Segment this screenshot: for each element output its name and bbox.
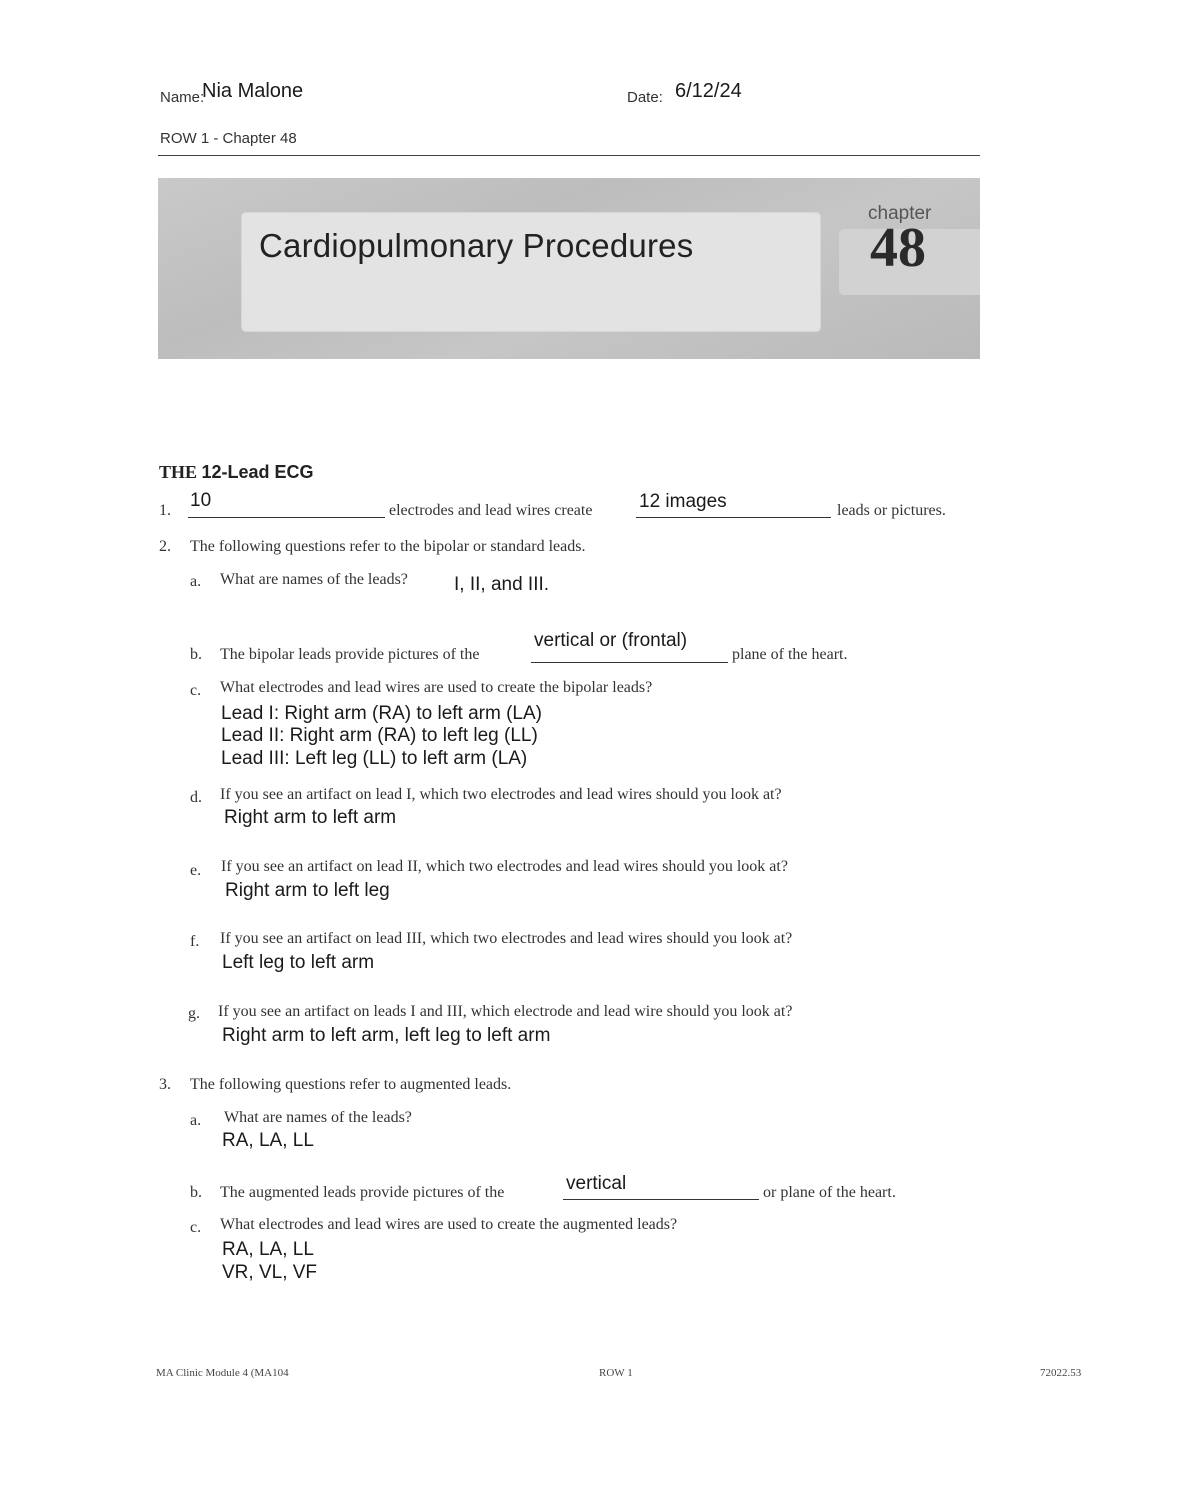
section-title	[159, 462, 314, 483]
name-value: Nia Malone	[202, 80, 304, 102]
date-label: Date:	[627, 89, 663, 106]
q3-text: The following questions refer to augmented leads.	[190, 1076, 512, 1093]
q2d-answer: Right arm to left arm	[224, 807, 397, 828]
q2a-letter: a.	[190, 573, 202, 590]
section-title-prefix: THE	[159, 462, 202, 482]
q3c-answer-line-1: RA, LA, LL	[222, 1239, 314, 1260]
chapter-number: 48	[870, 217, 926, 279]
q2b-answer: vertical or (frontal)	[534, 630, 688, 651]
q2g-answer: Right arm to left arm, left leg to left arm	[222, 1025, 551, 1046]
q3b-answer: vertical	[566, 1173, 627, 1194]
q2a-answer: I, II, and III.	[454, 574, 550, 595]
q1-blank-a	[188, 517, 385, 518]
chapter-word: chapter	[868, 203, 932, 224]
q2f-answer: Left leg to left arm	[222, 952, 375, 973]
q2f-text: If you see an artifact on lead III, which two electrodes and lead wires should you look at?	[220, 930, 793, 947]
q2g-letter: g.	[188, 1005, 200, 1022]
q2e-letter: e.	[190, 862, 202, 879]
q3b-text-b: or plane of the heart.	[763, 1184, 896, 1201]
footer-center: ROW 1	[599, 1367, 633, 1379]
q2c-answer-line-1: Lead I: Right arm (RA) to left arm (LA)	[221, 703, 542, 724]
q2b-text-b: plane of the heart.	[732, 646, 848, 663]
q2-number: 2.	[159, 538, 171, 555]
q3c-text: What electrodes and lead wires are used to create the augmented leads?	[220, 1216, 678, 1233]
q3-number: 3.	[159, 1076, 171, 1093]
q3a-letter: a.	[190, 1112, 202, 1129]
row-chapter-line: ROW 1 - Chapter 48	[160, 130, 297, 147]
section-title-main: 12-Lead ECG	[201, 462, 314, 482]
name-label: Name:	[160, 89, 205, 106]
q2a-text: What are names of the leads?	[220, 571, 408, 588]
q2c-text: What electrodes and lead wires are used to create the bipolar leads?	[220, 679, 653, 696]
footer-left: MA Clinic Module 4 (MA104	[156, 1367, 289, 1379]
q1-answer-b: 12 images	[639, 491, 727, 512]
q2c-answer-line-3: Lead III: Left leg (LL) to left arm (LA)	[221, 748, 528, 769]
date-value: 6/12/24	[675, 80, 742, 102]
q2b-letter: b.	[190, 646, 202, 663]
q1-text-b: leads or pictures.	[837, 502, 946, 519]
q3a-answer: RA, LA, LL	[222, 1130, 314, 1151]
q1-blank-b	[636, 517, 831, 518]
q2d-letter: d.	[190, 789, 202, 806]
q2f-letter: f.	[190, 933, 200, 950]
q1-number: 1.	[159, 502, 171, 519]
q2e-text: If you see an artifact on lead II, which two electrodes and lead wires should you look at?	[221, 858, 788, 875]
q3c-answer-line-2: VR, VL, VF	[222, 1262, 318, 1283]
footer-right: 72022.53	[1040, 1367, 1082, 1379]
q3b-text-a: The augmented leads provide pictures of the	[220, 1184, 505, 1201]
q2b-blank	[531, 662, 728, 663]
chapter-title: Cardiopulmonary Procedures	[259, 227, 694, 264]
q3a-text: What are names of the leads?	[224, 1109, 412, 1126]
q2-text: The following questions refer to the bipolar or standard leads.	[190, 538, 586, 555]
q2e-answer: Right arm to left leg	[225, 880, 390, 901]
q2d-text: If you see an artifact on lead I, which two electrodes and lead wires should you look at?	[220, 786, 782, 803]
header-divider	[158, 155, 980, 156]
q3c-letter: c.	[190, 1219, 202, 1236]
q1-answer-a: 10	[190, 490, 212, 511]
q2b-text-a: The bipolar leads provide pictures of the	[220, 646, 480, 663]
q2c-letter: c.	[190, 682, 202, 699]
q2g-text: If you see an artifact on leads I and III, which electrode and lead wire should you look at?	[218, 1003, 793, 1020]
q1-text-a: electrodes and lead wires create	[389, 502, 593, 519]
q2c-answer-line-2: Lead II: Right arm (RA) to left leg (LL)	[221, 725, 538, 746]
q3b-blank	[563, 1199, 759, 1200]
q3b-letter: b.	[190, 1184, 202, 1201]
